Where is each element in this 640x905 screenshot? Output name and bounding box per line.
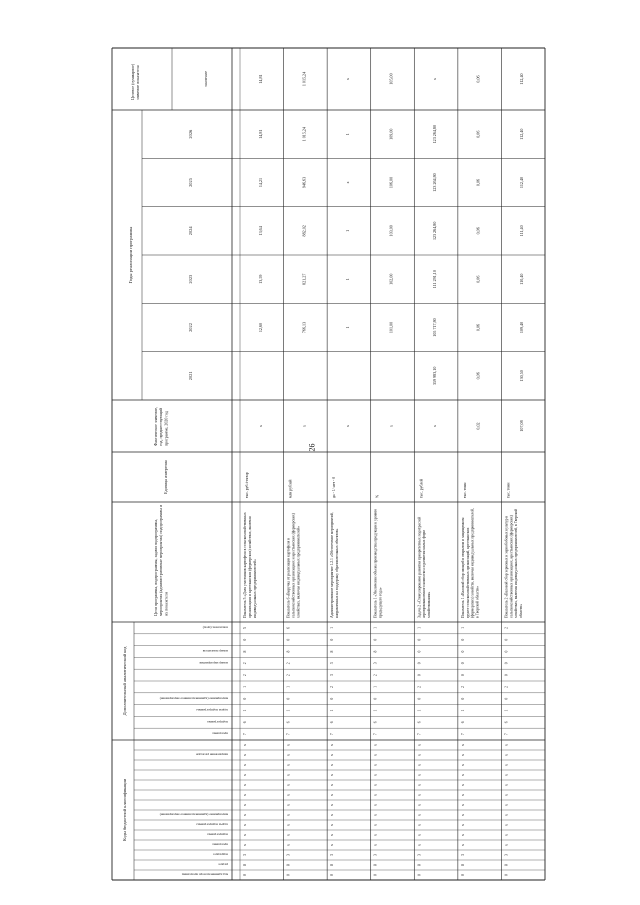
row-year-value: 105 717,80 <box>432 318 438 337</box>
code-cell: x <box>286 814 291 816</box>
row-goal: хозяйствования» <box>427 591 432 618</box>
code-cell: x <box>460 754 465 756</box>
row-year-value: 12,60 <box>257 322 263 333</box>
dop-cell: 0 <box>417 638 422 641</box>
dop-cell: 1 <box>460 626 465 629</box>
row-goal: Административное мероприятие 1.2.1 «Обеспечение мероприятий, <box>330 512 335 618</box>
header-code-col: подраздел <box>213 852 228 857</box>
code-cell: 8 <box>373 864 378 866</box>
row-goal: организациях и крестьянских (фермерских) хозяйствах, включая <box>247 516 252 618</box>
code-cell: x <box>417 824 422 826</box>
header-goal: их показатели <box>163 592 169 616</box>
code-cell: 3 <box>286 854 291 856</box>
dop-cell: 5 <box>243 626 247 629</box>
header-dop-col: мероприятие (административное мероприятие) <box>159 696 228 701</box>
dop-cell: 0 <box>460 674 465 677</box>
dop-cell: 3 <box>373 662 378 665</box>
code-cell: x <box>460 824 465 826</box>
row-final: x <box>432 77 438 81</box>
row-year-value: 112,40 <box>519 176 525 189</box>
row-year-value: 359 983,10 <box>432 366 438 386</box>
row-final: 14,81 <box>257 74 263 84</box>
header-fact: Фактическое значение, <box>153 406 158 446</box>
code-cell: x <box>330 754 335 756</box>
row-year-value: 101,00 <box>388 321 394 334</box>
code-cell: x <box>373 824 378 826</box>
code-cell: x <box>417 814 422 816</box>
row-goal: агропромышленного комплекса и развития малых форм <box>422 530 427 618</box>
header-code-col: подпрограмма <box>207 832 228 837</box>
code-cell: 3 <box>504 854 509 856</box>
dop-cell: 0 <box>243 697 247 700</box>
code-cell: 0 <box>286 874 291 876</box>
header-budget-classification: Коды бюджетной классификации <box>122 778 127 842</box>
code-cell: x <box>373 744 378 746</box>
row-year-value: 0,06 <box>475 323 481 332</box>
row-year-value: 109,00 <box>388 128 394 140</box>
row-goal: области» <box>519 603 524 618</box>
dop-cell: 7 <box>460 733 465 736</box>
code-cell: x <box>330 824 335 826</box>
code-cell: x <box>373 794 378 796</box>
row-goal: предыдущего года» <box>378 587 383 618</box>
code-cell: x <box>504 764 509 766</box>
row-year-value: 13,59 <box>257 274 263 284</box>
dop-cell: 6 <box>460 721 465 724</box>
code-cell: x <box>243 814 247 816</box>
dop-cell: 0 <box>504 662 509 665</box>
row-year-value: 110,40 <box>519 273 525 285</box>
header-year: 2021 <box>188 371 193 381</box>
row-unit: тыс. руб./гектар <box>245 472 249 498</box>
code-cell: 0 <box>330 874 335 876</box>
row-year-value: 103,00 <box>388 225 394 237</box>
code-cell: 0 <box>504 874 509 876</box>
dop-cell: 6 <box>286 626 291 629</box>
code-cell: x <box>460 774 465 776</box>
code-cell: x <box>330 744 335 746</box>
code-cell: x <box>286 764 291 766</box>
code-cell: x <box>373 814 378 816</box>
code-cell: x <box>243 844 247 846</box>
row-year-value: 102,00 <box>388 273 394 285</box>
dop-cell: 1 <box>286 709 291 712</box>
dop-cell: 0 <box>504 638 509 641</box>
code-cell: x <box>243 834 247 836</box>
header-year: 2025 <box>188 178 193 187</box>
dop-cell: 0 <box>417 674 422 677</box>
row-year-value: 111,40 <box>519 225 525 237</box>
row-goal: сельскохозяйственных организациях и крестьянских (фермерских) <box>291 513 296 618</box>
dop-cell: 6 <box>417 721 422 724</box>
dop-cell: 1 <box>460 709 465 712</box>
row-year-value: 1 <box>344 229 350 232</box>
dop-cell: 7 <box>504 733 509 736</box>
row-year-value: 0,06 <box>475 372 481 380</box>
row-year-value: 0,06 <box>475 130 481 138</box>
header-code-col: мероприятие (административное мероприятие) <box>159 812 228 817</box>
dop-cell: 1 <box>243 709 247 712</box>
row-fact: x <box>388 424 394 428</box>
code-cell: 0 <box>373 874 378 876</box>
code-cell: x <box>504 774 509 776</box>
dop-cell: 0 <box>460 638 465 641</box>
dop-cell: 1 <box>504 709 509 712</box>
row-fact: x <box>301 424 307 428</box>
code-cell: x <box>504 784 509 786</box>
dop-cell: 7 <box>330 733 335 736</box>
header-code-col: задача подпрограммы <box>196 822 228 827</box>
row-goal: Показатель 1 «Валовой сбор овощей в открытом и защищенном <box>460 517 465 618</box>
row-year-value: 112,40 <box>519 128 525 140</box>
code-cell: x <box>243 764 247 766</box>
code-cell: x <box>417 784 422 786</box>
row-goal: Задача 2 «Стимулирование развития приоритетных подотраслей <box>417 516 422 618</box>
dop-cell: 1 <box>373 626 378 629</box>
row-unit: млн рублей <box>288 479 293 498</box>
code-cell: x <box>460 764 465 766</box>
code-cell: x <box>417 764 422 766</box>
dop-cell: 2 <box>243 674 247 677</box>
dop-cell: 0 <box>504 650 509 653</box>
code-cell: x <box>417 834 422 836</box>
row-fact: x <box>344 424 350 428</box>
dop-cell: 2 <box>504 626 509 629</box>
dop-cell: 6 <box>373 721 378 724</box>
code-cell: x <box>243 784 247 786</box>
row-goal: Показатель 5 «Доля участников картофеля в сельскохозяйственных <box>243 512 247 618</box>
dop-cell: 2 <box>417 685 422 688</box>
code-cell: 3 <box>243 854 247 856</box>
header-goal: мероприятия (административные мероприятия) подпрограммы и <box>158 505 164 616</box>
row-year-value: 123 264,80 <box>432 124 438 144</box>
dop-cell: 7 <box>417 733 422 736</box>
header-additional-code: Дополнительный аналитический код <box>122 646 127 716</box>
dop-cell: 0 <box>417 650 422 653</box>
code-cell: x <box>286 834 291 836</box>
code-cell: 3 <box>460 854 465 856</box>
dop-cell: 0 <box>460 697 465 700</box>
row-fact: 107,08 <box>519 420 525 432</box>
dop-cell: 0 <box>286 697 291 700</box>
row-fact: 0,02 <box>475 422 481 430</box>
header-dop-col: подпрограмма <box>207 719 228 724</box>
row-unit: тыс. рублей <box>419 479 424 498</box>
dop-cell: 8 <box>286 650 291 653</box>
code-cell: x <box>417 754 422 756</box>
code-cell: x <box>330 774 335 776</box>
header-year: 2024 <box>188 226 193 236</box>
code-cell: x <box>243 804 247 806</box>
dop-cell: 1 <box>373 709 378 712</box>
dop-cell: 8 <box>330 650 335 653</box>
code-cell: x <box>330 834 335 836</box>
row-year-value: 1 <box>344 133 350 136</box>
code-cell: x <box>460 744 465 746</box>
code-cell: x <box>373 774 378 776</box>
header-unit: Единица измерения <box>163 460 168 494</box>
dop-cell: 2 <box>504 685 509 688</box>
dop-cell: 1 <box>417 626 422 629</box>
code-cell: x <box>504 754 509 756</box>
code-cell: x <box>373 834 378 836</box>
header-years-group: Годы реализации программы <box>128 226 133 284</box>
dop-cell: 0 <box>417 662 422 665</box>
code-cell: x <box>243 794 247 796</box>
code-cell: 8 <box>417 864 422 866</box>
code-cell: x <box>504 804 509 806</box>
dop-cell: 1 <box>286 685 291 688</box>
row-goal: хозяйствах, включая индивидуальных предпринимателей» <box>296 525 301 618</box>
dop-cell: 6 <box>504 721 509 724</box>
row-final: x <box>344 77 350 81</box>
code-cell: 8 <box>504 864 509 866</box>
dop-cell: 0 <box>373 697 378 700</box>
dop-cell: 0 <box>286 638 291 641</box>
code-cell: 0 <box>460 874 465 876</box>
header-dop-col: показатель (цель) <box>202 625 228 630</box>
row-unit: % <box>375 494 380 498</box>
dop-cell: 0 <box>417 697 422 700</box>
header-goal: Цели программы, подпрограммы, задачи подпрограммы, <box>153 519 158 616</box>
dop-cell: 2 <box>330 685 335 688</box>
code-cell: x <box>286 844 291 846</box>
row-goal: (фермерских) хозяйств, включая индивидуальных предпринимателей, <box>470 508 475 618</box>
row-year-value: 123 264,80 <box>432 221 438 241</box>
dop-cell: 0 <box>330 638 335 641</box>
code-cell: x <box>460 834 465 836</box>
row-final: 0,06 <box>475 75 481 83</box>
row-goal: направленных на поддержку образовательных объектов» <box>335 528 340 618</box>
code-cell: 0 <box>417 874 422 876</box>
code-cell: x <box>243 824 247 826</box>
code-cell: x <box>417 804 422 806</box>
row-year-value: 821,27 <box>301 273 307 285</box>
header-dop-col: номер показателя <box>202 649 228 654</box>
row-year-value: 1 015,24 <box>301 127 307 142</box>
row-goal: индивидуальных предпринимателей» <box>252 559 257 618</box>
code-cell: x <box>460 794 465 796</box>
header-code-col: раздел <box>218 862 228 867</box>
dop-cell: 1 <box>417 709 422 712</box>
code-cell: 8 <box>243 864 247 866</box>
header-year: 2022 <box>188 323 193 332</box>
row-goal: грунте сельскохозяйственных организаций, крестьянских <box>465 527 470 618</box>
row-goal: хозяйствах, включая индивидуальных предпринимателей, в Тверской <box>514 508 519 618</box>
code-cell: x <box>373 784 378 786</box>
code-cell: x <box>460 814 465 816</box>
code-cell: x <box>460 844 465 846</box>
row-goal: в Тверской области» <box>475 585 480 618</box>
code-cell: x <box>504 824 509 826</box>
dop-cell: 2 <box>373 674 378 677</box>
header-year: 2026 <box>188 129 193 139</box>
code-cell: x <box>286 754 291 756</box>
dop-cell: 7 <box>286 733 291 736</box>
row-year-value: 14,81 <box>257 129 263 139</box>
code-cell: 3 <box>373 854 378 856</box>
code-cell: x <box>286 784 291 786</box>
row-year-value: 14,21 <box>257 177 263 188</box>
code-cell: x <box>286 804 291 806</box>
header-fact: год, предшествующий <box>158 408 164 446</box>
code-cell: x <box>373 754 378 756</box>
header-dop-col: программа <box>212 731 228 736</box>
dop-cell: 0 <box>460 662 465 665</box>
dop-cell: 1 <box>330 709 335 712</box>
code-cell: x <box>373 804 378 806</box>
row-goal: Показатель 2 «Валовой сбор зерновых и зернобобовых культур в <box>504 515 509 618</box>
code-cell: x <box>330 764 335 766</box>
row-goal: Показатель 1 «Увеличение объема производства продукции к уровню <box>373 508 378 618</box>
row-year-value: 106,00 <box>388 176 394 189</box>
header-dop-col: номер мероприятия <box>199 660 228 665</box>
code-cell: x <box>373 844 378 846</box>
code-cell: x <box>330 844 335 846</box>
page-number: 26 <box>307 443 317 452</box>
code-cell: x <box>504 814 509 816</box>
code-cell: x <box>286 824 291 826</box>
dop-cell: 3 <box>330 662 335 665</box>
row-final: 1 015,24 <box>301 71 307 87</box>
dop-cell: 0 <box>504 674 509 677</box>
row-unit: тыс. тонн <box>462 482 467 498</box>
row-year-value: 0,06 <box>475 275 481 283</box>
table-body <box>112 48 545 880</box>
dop-cell: 6 <box>330 721 335 724</box>
header-code-col: программа <box>212 842 228 847</box>
row-year-value: 123 264,80 <box>432 173 438 192</box>
code-cell: x <box>243 744 247 746</box>
row-final: 112,40 <box>519 73 525 85</box>
dop-cell: 2 <box>286 662 291 665</box>
row-goal: сельскохозяйственных организациях, крестьянских (фермерских) <box>509 515 514 618</box>
row-year-value: 130,50 <box>519 370 525 382</box>
row-year-value: 13,64 <box>257 226 263 236</box>
code-cell: x <box>504 834 509 836</box>
dop-cell: 0 <box>373 638 378 641</box>
code-cell: x <box>286 774 291 776</box>
code-cell: 8 <box>286 864 291 866</box>
dop-cell: 6 <box>243 721 247 724</box>
code-cell: 3 <box>417 854 422 856</box>
dop-cell: 0 <box>330 697 335 700</box>
row-goal: Показатель 6 «Выручка от реализации картофеля в <box>286 538 291 618</box>
row-year-value: 946,63 <box>301 176 307 189</box>
dop-cell: 6 <box>286 721 291 724</box>
code-cell: x <box>286 794 291 796</box>
row-year-value: 1 <box>344 278 350 281</box>
code-cell: x <box>243 774 247 776</box>
row-unit: тыс. тонн <box>506 482 511 498</box>
dop-cell: 1 <box>330 626 335 629</box>
header-code-col: код администратора программы <box>181 872 228 877</box>
row-year-value: 0,06 <box>475 178 481 187</box>
row-final: 105,00 <box>388 73 394 85</box>
dop-cell: 2 <box>460 685 465 688</box>
code-cell: x <box>330 804 335 806</box>
code-cell: x <box>460 804 465 806</box>
header-final: значение показателя <box>135 65 141 100</box>
code-cell: x <box>373 764 378 766</box>
code-cell: 8 <box>330 864 335 866</box>
row-unit: да - 1/ нет - 0 <box>332 476 337 498</box>
row-year-value: 0,06 <box>475 227 481 235</box>
header-final: Целевое (суммарное) <box>130 63 135 100</box>
row-year-value: 882,02 <box>301 225 307 237</box>
code-cell: x <box>417 844 422 846</box>
code-cell: 8 <box>460 864 465 866</box>
code-cell: 0 <box>243 874 247 876</box>
dop-cell: 7 <box>243 733 247 736</box>
dop-cell: 1 <box>373 685 378 688</box>
dop-cell: 0 <box>243 638 247 641</box>
code-cell: x <box>460 784 465 786</box>
code-cell: x <box>417 794 422 796</box>
code-cell: x <box>417 744 422 746</box>
header-year: 2023 <box>188 274 193 284</box>
code-cell: x <box>504 844 509 846</box>
code-cell: x <box>286 744 291 746</box>
code-cell: x <box>330 794 335 796</box>
header-code-col: направление расходов <box>196 752 228 757</box>
dop-cell: 3 <box>330 674 335 677</box>
dop-cell: 1 <box>243 685 247 688</box>
row-year-value: x <box>344 181 350 184</box>
row-year-value: 111 291,10 <box>432 270 438 289</box>
code-cell: x <box>417 774 422 776</box>
header-dop-col: задача подпрограммы <box>196 708 228 713</box>
code-cell: x <box>504 744 509 746</box>
row-fact: x <box>257 424 263 428</box>
code-cell: 3 <box>330 854 335 856</box>
row-year-value: 109,40 <box>519 321 525 334</box>
dop-cell: 2 <box>286 674 291 677</box>
dop-cell: 8 <box>373 650 378 653</box>
row-fact: x <box>432 424 438 428</box>
code-cell: x <box>330 814 335 816</box>
dop-cell: 8 <box>243 650 247 653</box>
code-cell: x <box>330 784 335 786</box>
row-year-value: 766,13 <box>301 321 307 334</box>
dop-cell: 7 <box>373 733 378 736</box>
row-year-value: 1 <box>344 326 350 329</box>
header-final-sub: значение <box>203 71 208 87</box>
code-cell: x <box>504 794 509 796</box>
dop-cell: 0 <box>460 650 465 653</box>
header-fact: программе, 2020 год <box>163 411 169 446</box>
code-cell: x <box>243 754 247 756</box>
dop-cell: 0 <box>504 697 509 700</box>
dop-cell: 2 <box>243 662 247 665</box>
